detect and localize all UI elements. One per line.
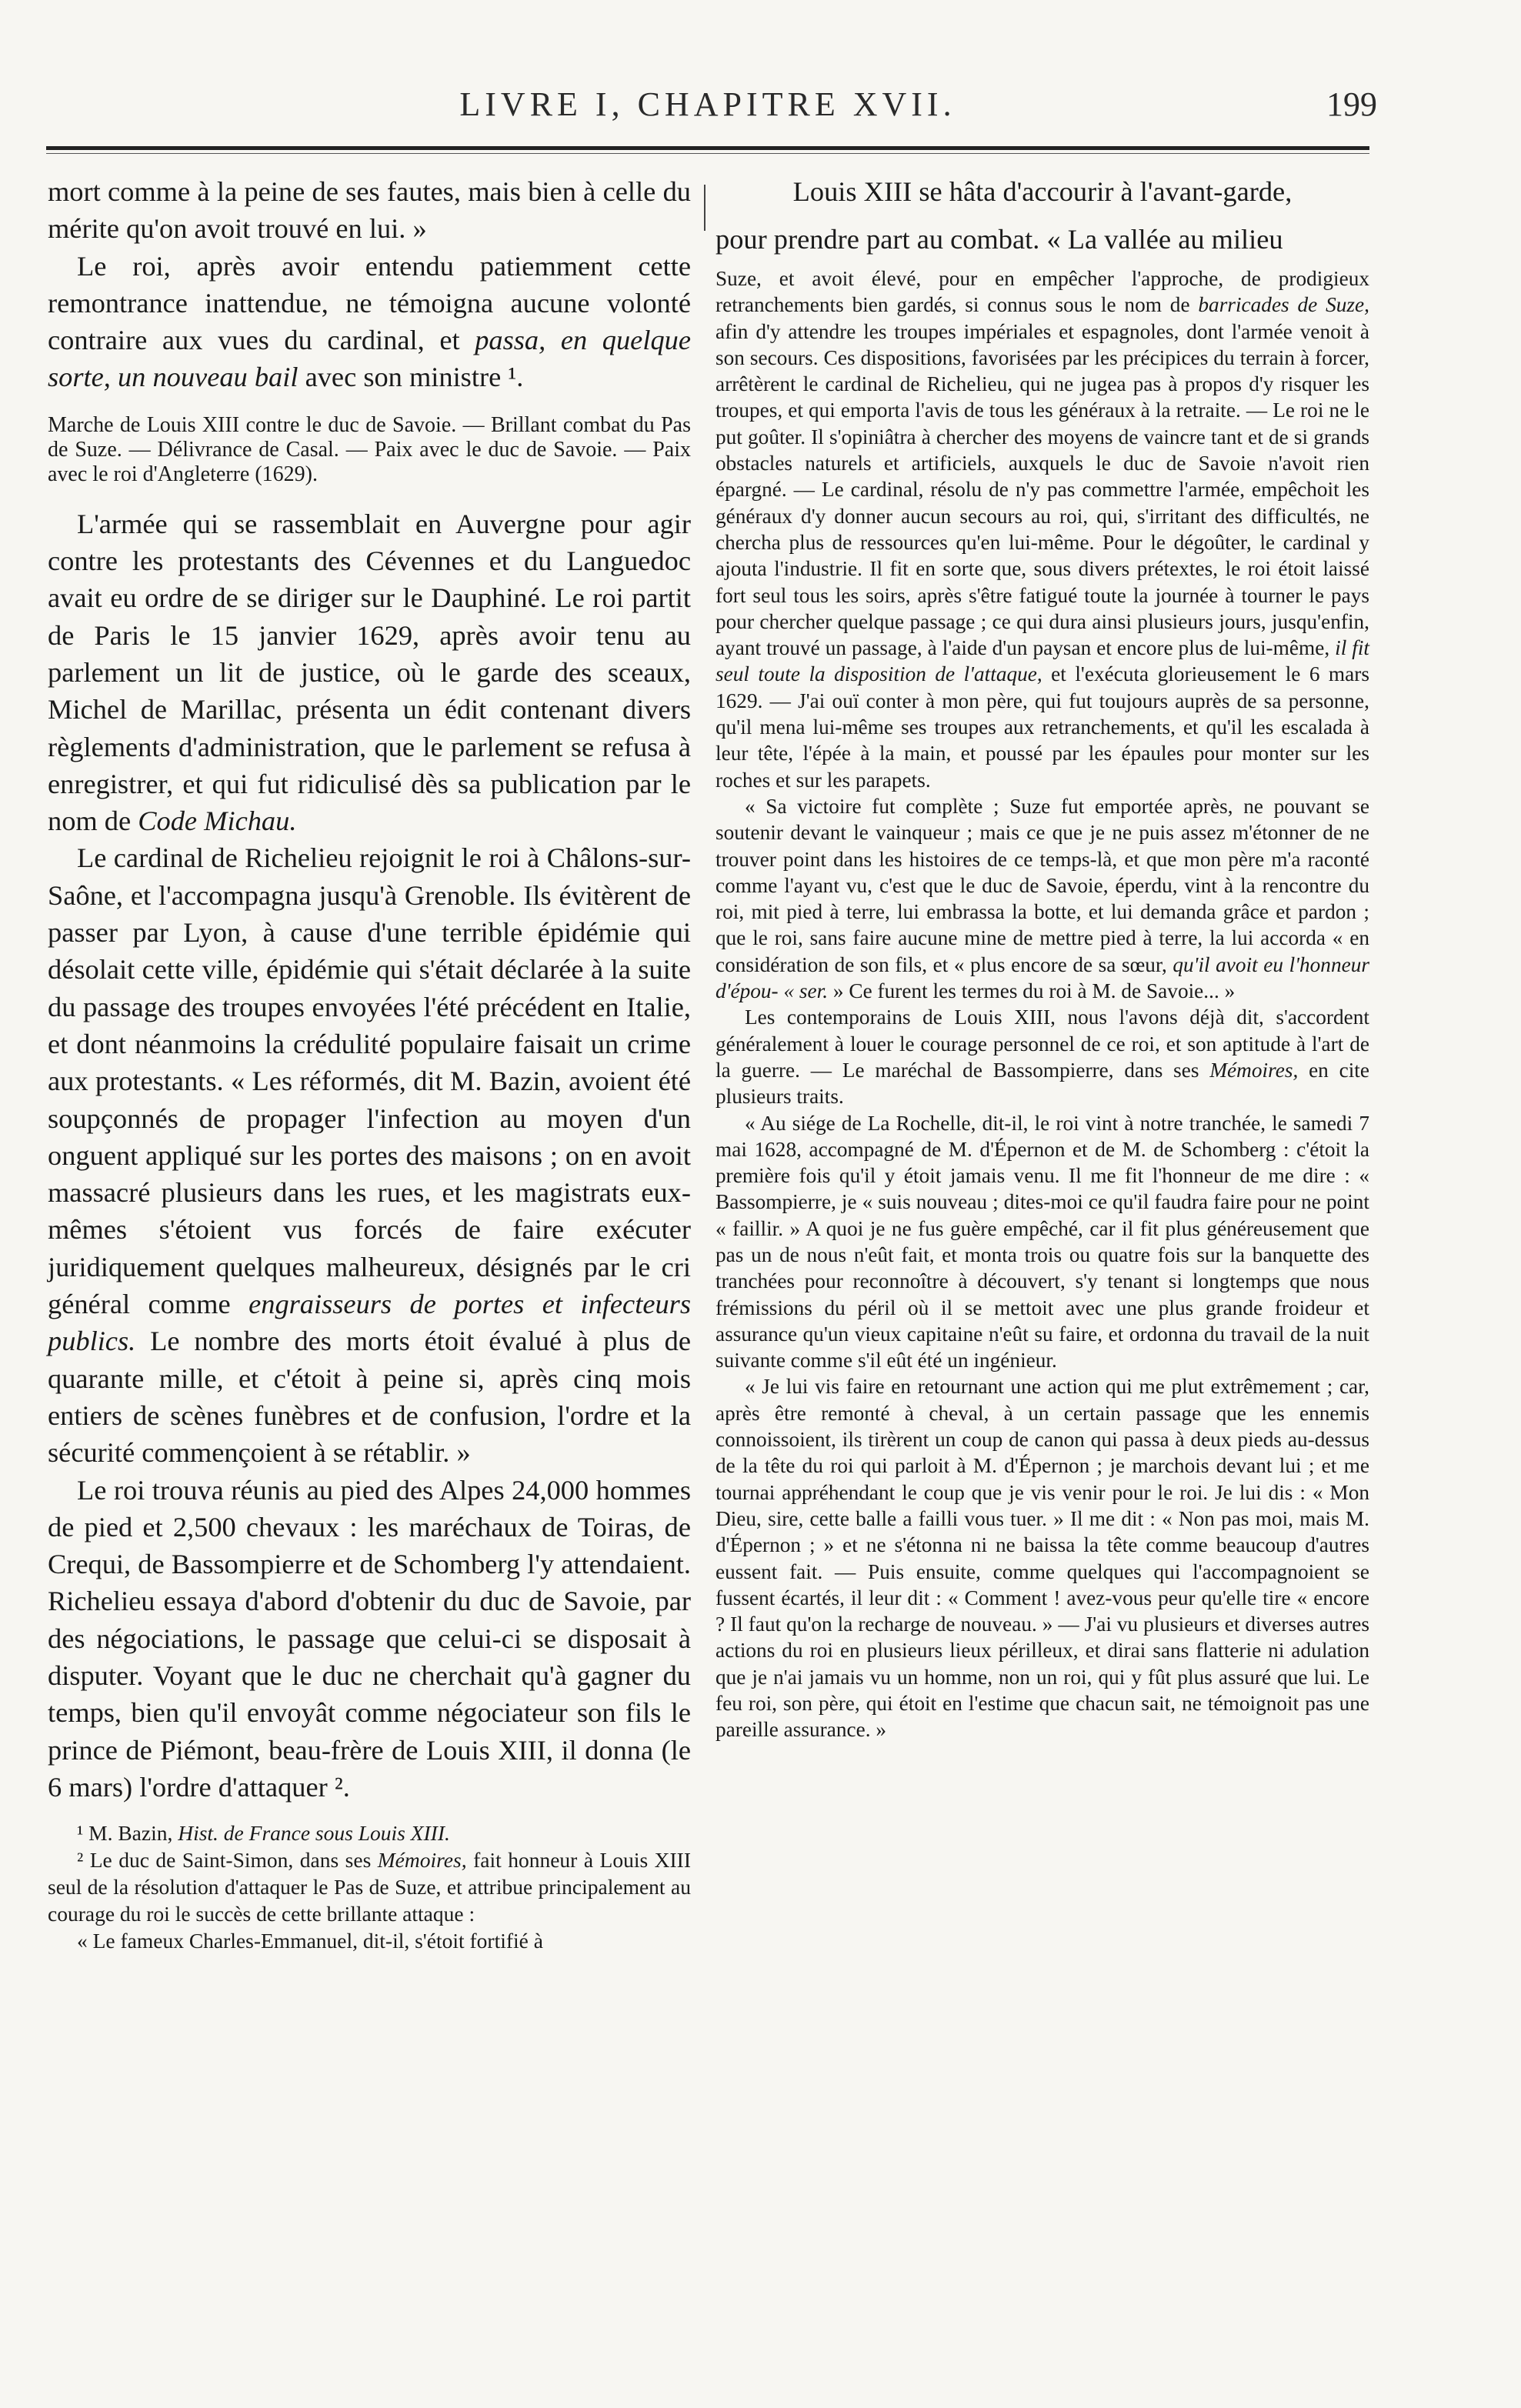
footnotes <box>48 1819 691 1954</box>
page-number: 199 <box>1326 85 1377 123</box>
paragraph: mort comme à la peine de ses fautes, mais bien à celle du mérite qu'on avoit trouvé en lui. » <box>48 176 691 245</box>
text: Les contemporains de Louis XIII, nous l'avons déjà dit, s'accordent généralement à louer le courage personnel de ce roi, et son aptitude à l'art de la guerre. — Le maréchal de Bassompierre, dans ses <box>715 1006 1369 1082</box>
column-divider <box>704 185 705 231</box>
text: Suze, et avoit élevé, pour en empêcher l'approche, de prodigieux retranchements bien gardés, si connus sous le nom de <box>715 267 1369 317</box>
footnote-text: « Je lui vis faire en retournant une action qui me plut extrêmement ; car, après être remonté à cheval, à un certain passage que les ennemis connoissoient, ils tirèrent un coup de canon qui passa à deux pieds au-dessus de la tête du roi qui parloit à M. d'Épernon ; je marchois devant lui ; et me tournai appréhendant le coup que je vis venir pour le roi. Je lui dis : « Mon Dieu, sire, cette balle a failli vous tuer. » Il me dit : « Non pas moi, mais M. d'Épernon ; » et ne s'étonna ni ne baissa la tête comme beaucoup d'autres eussent fait. — Puis ensuite, comme quelques qui l'accompagnoient se fussent écartés, il leur dit : « Comment ! avez-vous peur qu'elle tire « encore ? Il faut qu'on la recharge de nouveau. » — J'ai vu plusieurs et diverses autres actions du roi en plusieurs lieux périlleux, et dirai sans flatterie ni adulation que je n'ai jamais vu un homme, non un roi, qui y fût plus assuré que lui. Le feu roi, son père, qui étoit en l'estime que chacun sait, ne témoignoit pas une pareille assurance. » <box>715 1375 1369 1742</box>
text: avec son ministre ¹. <box>298 362 524 393</box>
header-rule <box>46 146 1369 150</box>
footnote-continuation-lead: Louis XIII se hâta d'accourir à l'avant-garde, <box>792 176 1293 207</box>
text: afin d'y attendre les troupes impériales et espagnoles, dont l'armée venoit à son secours. Ces dispositions, favorisées par les précipices du terrain à forcer, arrêtèrent le cardinal de Richelieu, qui ne jugea pas à propos d'y risquer les troupes, et qui emporta l'avis de tous les généraux à la retraite. — Le roi ne le put goûter. Il s'opiniâtra à chercher des moyens de vaincre tant et de si grands obstacles naturels et artificiels, auxquels le duc de Savoie n'avoit rien épargné. — Le cardinal, résolu de n'y pas commettre l'armée, empêchoit les généraux d'y donner aucun secours au roi, qui, s'irritant des difficultés, ne chercha plus de ressources qu'en lui-même. Pour le dégoûter, le cardinal y ajouta l'industrie. Il fit en sorte que, sous divers prétextes, le roi étoit laissé fort seul tous les soirs, après s'être fatigué toute la journée à tourner le pays pour chercher quelque passage ; ce qui dura ainsi plusieurs jours, jusqu'enfin, ayant trouvé un passage, à l'aide d'un paysan et encore plus de lui-même, <box>715 319 1369 660</box>
italic-text: il fit seul toute la disposition de l'attaque, <box>715 636 1369 686</box>
paragraph <box>48 839 691 1471</box>
footnote-text: « Au siége de La Rochelle, dit-il, le roi vint à notre tranchée, le samedi 7 mai 1628, accompagné de M. d'Épernon et de M. de Schomberg : c'étoit la première fois qu'il y étoit jamais venu. Il me fit l'honneur de me dire : « Bassompierre, je « suis nouveau ; dites-moi ce qu'il faudra faire pour ne point « faillir. » A quoi je ne fus guère empêché, car il fit plus généreusement que pas un de nous n'eût fait, et monta trois ou quatre fois sur la banquette des tranchées pour reconnoître à découvert, s'y tenant si longtemps que nous frémissions du péril où il se mettoit avec une plus grande froideur et assurance qu'un vieux capitaine n'eût su faire, et ordonna du travail de la nuit suivante comme s'il eût été un ingénieur. <box>715 1111 1369 1372</box>
paragraph <box>48 505 691 840</box>
footnote-text <box>715 265 1369 793</box>
text: et l'exécuta glorieusement le 6 mars 1629. — J'ai ouï conter à mon père, qui fut toujours auprès de sa personne, qu'il mena lui-même ses troupes aux retranchements, et qu'il les escalada à leur tête, l'épée à la main, et poussé par les épaules pour monter sur les roches et sur les parapets. <box>715 662 1369 792</box>
italic-text: Code Michau. <box>138 805 297 837</box>
footnote-text <box>715 793 1369 1004</box>
text: ¹ M. Bazin, <box>77 1821 178 1846</box>
running-title: LIVRE I, CHAPITRE XVII. <box>459 85 956 123</box>
page-header <box>46 85 1377 138</box>
text: « Sa victoire fut complète ; Suze fut emportée après, ne pouvant se soutenir devant le vainqueur ; mais ce que je ne puis assez m'étonner de ne trouver point dans les histoires de ce temps-là, et que mon père m'a raconté comme l'ayant vu, c'est que le duc de Savoie, éperdu, vint à la rencontre du roi, mit pied à terre, lui embrassa la botte, et lui demanda grâce et pardon ; que le roi, sans faire aucune mine de mettre pied à terre, la lui accorda « en considération de son fils, et « plus encore de sa sœur, <box>715 794 1369 976</box>
text: Le nombre des morts étoit évalué à plus de quarante mille, et c'étoit à peine si, après cinq mois entiers de scènes funèbres et de confusion, l'ordre et la sécurité commençoient à se rétablir. » <box>48 1326 691 1469</box>
italic-text: Mémoires, <box>1209 1058 1299 1082</box>
paragraph <box>48 248 691 396</box>
footnote: « Le fameux Charles-Emmanuel, dit-il, s'étoit fortifié à <box>77 1929 543 1953</box>
footnote <box>48 1846 691 1927</box>
italic-text: engraisseurs de portes et infecteurs publics. <box>48 1289 691 1357</box>
right-column <box>715 173 1369 1743</box>
italic-text: Hist. de France sous Louis XIII. <box>178 1821 450 1846</box>
text: ² Le duc de Saint-Simon, dans ses <box>77 1848 378 1873</box>
italic-text: passa, en quelque sorte, un nouveau bail <box>48 325 691 393</box>
text: Le roi, après avoir entendu patiemment cette remontrance inattendue, ne témoigna aucune volonté contraire aux vues du cardinal, et <box>48 250 691 356</box>
text: en cite plusieurs traits. <box>715 1058 1369 1109</box>
footnote <box>48 1819 691 1846</box>
section-summary: Marche de Louis XIII contre le duc de Savoie. — Brillant combat du Pas de Suze. — Délivrance de Casal. — Paix avec le duc de Savoie. — Paix avec le roi d'Angleterre (1629). <box>48 412 691 486</box>
left-column <box>48 173 691 1954</box>
header-rule-thin <box>46 153 1369 154</box>
text: fait honneur à Louis XIII seul de la résolution d'attaquer le Pas de Suze, et attribue principalement au courage du roi le succès de cette brillante attaque : <box>48 1848 691 1926</box>
text: Le cardinal de Richelieu rejoignit le roi à Châlons-sur-Saône, et l'accompagna jusqu'à Grenoble. Ils évitèrent de passer par Lyon, à cause d'une terrible épidémie qui désolait cette ville, épidémie qui s'était déclarée à la suite du passage des troupes envoyées l'été précédent en Italie, et dont néanmoins la crédulité populaire faisait un crime aux protestants. « Les réformés, dit M. Bazin, avoient été soupçonnés de propager l'infection au moyen d'un onguent appliqué sur les portes des maisons ; on en avoit massacré plusieurs dans les rues, et les magistrats eux-mêmes s'étoient vus forcés de faire exécuter juridiquement quelques malheureux, désignés par le cri général comme <box>48 842 691 1320</box>
footnote-text <box>715 1004 1369 1109</box>
italic-text: Mémoires, <box>377 1848 467 1873</box>
text: » Ce furent les termes du roi à M. de Savoie... » <box>828 979 1236 1003</box>
footnote-continuation-lead: pour prendre part au combat. « La vallée au milieu <box>715 224 1283 255</box>
paragraph: Le roi trouva réunis au pied des Alpes 24,000 hommes de pied et 2,500 chevaux : les maréchaux de Toiras, de Crequi, de Bassompierre et de Schomberg l'y attendaient. Richelieu essaya d'abord d'obtenir du duc de Savoie, par des négociations, le passage que celui-ci se disposait à disputer. Voyant que le duc ne cherchait qu'à gagner du temps, bien qu'il envoyât comme négociateur son fils le prince de Piémont, beau-frère de Louis XIII, il donna (le 6 mars) l'ordre d'attaquer ². <box>48 1474 691 1803</box>
italic-text: barricades de Suze, <box>1198 293 1369 317</box>
text: L'armée qui se rassemblait en Auvergne pour agir contre les protestants des Cévennes et du Languedoc avait eu ordre de se diriger sur le Dauphiné. Le roi partit de Paris le 15 janvier 1629, après avoir tenu au parlement un lit de justice, où le garde des sceaux, Michel de Marillac, présenta un édit contenant divers règlements d'administration, que le parlement se refusa à enregistrer, et qui fut ridiculisé dès sa publication par le nom de <box>48 508 691 837</box>
italic-text: qu'il avoit eu l'honneur d'épou- « ser. <box>715 952 1369 1003</box>
